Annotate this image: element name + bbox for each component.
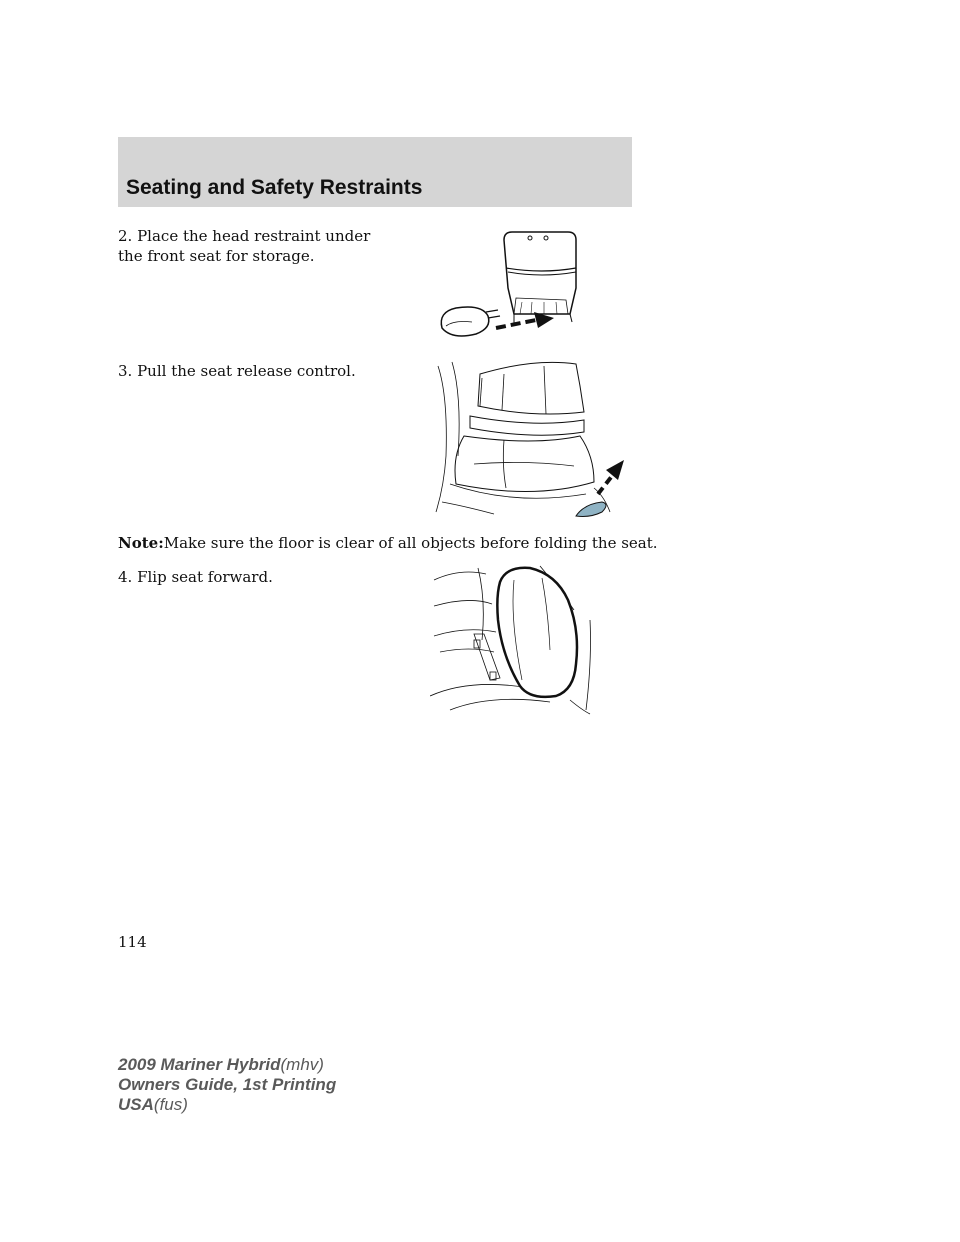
- footer-model: 2009 Mariner Hybrid: [118, 1055, 281, 1074]
- seat-release-control-illustration: [434, 356, 630, 520]
- step-3-line-1: 3. Pull the seat release control.: [118, 362, 356, 380]
- step-2-line-1: 2. Place the head restraint under: [118, 227, 371, 245]
- note-label: Note:: [118, 534, 164, 552]
- step-2-text: [118, 226, 370, 266]
- section-title: Seating and Safety Restraints: [126, 176, 423, 199]
- footer-model-code: (mhv): [280, 1055, 324, 1074]
- footer-market: USA: [118, 1095, 154, 1114]
- footer-edition: Owners Guide, 1st Printing: [118, 1075, 337, 1094]
- footer-market-code: (fus): [153, 1095, 188, 1114]
- head-restraint-storage-illustration: [432, 228, 592, 346]
- footer-line-1: [118, 1055, 336, 1075]
- step-4-line-1: 4. Flip seat forward.: [118, 568, 273, 586]
- note-paragraph: [118, 533, 658, 553]
- document-footer: [118, 1055, 336, 1115]
- flip-seat-forward-illustration: [430, 560, 600, 716]
- step-4-text: [118, 567, 273, 587]
- note-text: Make sure the floor is clear of all objects before folding the seat.: [163, 534, 658, 552]
- footer-line-3: [118, 1095, 336, 1115]
- step-3-text: [118, 361, 356, 381]
- page-number: 114: [118, 933, 147, 951]
- step-2-line-2: the front seat for storage.: [118, 247, 315, 265]
